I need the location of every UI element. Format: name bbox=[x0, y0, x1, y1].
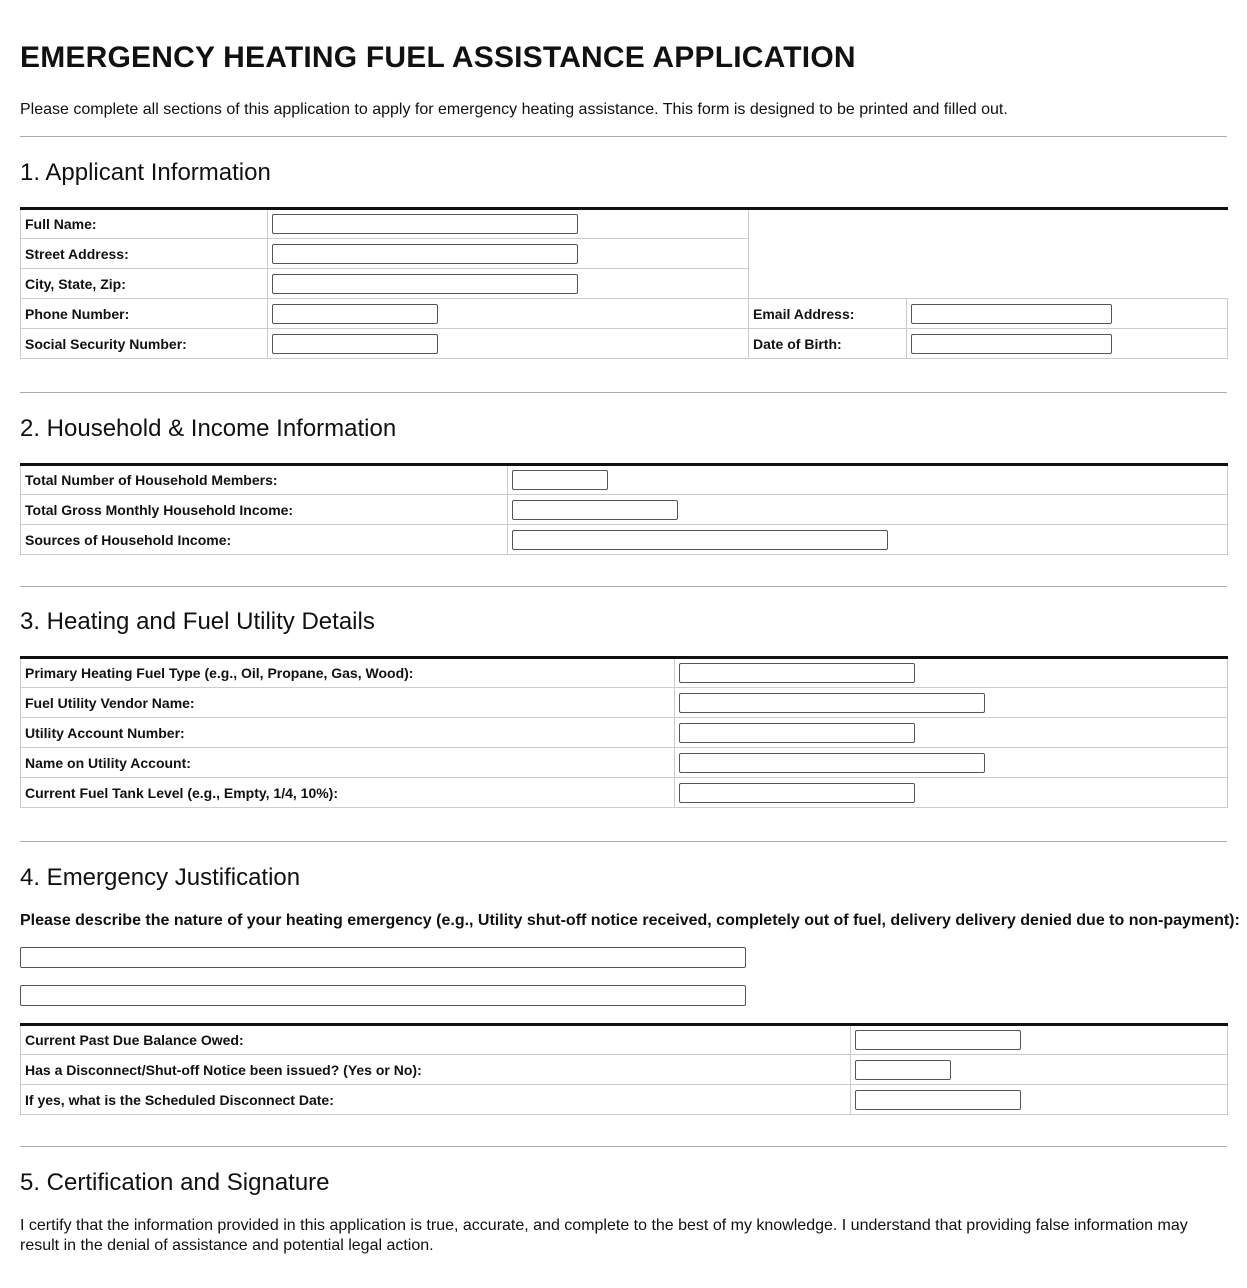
intro-text: Please complete all sections of this application to apply for emergency heating assistance. This form is designed to be printed and filled out. bbox=[20, 101, 1008, 118]
phone-number-label: Phone Number: bbox=[21, 299, 268, 329]
account-number-label: Utility Account Number: bbox=[21, 718, 675, 748]
income-sources-field[interactable] bbox=[512, 530, 888, 550]
past-due-balance-label: Current Past Due Balance Owed: bbox=[21, 1025, 851, 1055]
tank-level-label: Current Fuel Tank Level (e.g., Empty, 1/4, 10%): bbox=[21, 778, 675, 808]
tank-level-field[interactable] bbox=[679, 783, 915, 803]
phone-number-field[interactable] bbox=[272, 304, 438, 324]
vendor-name-field[interactable] bbox=[679, 693, 985, 713]
emergency-description-field-2[interactable] bbox=[20, 985, 746, 1006]
email-address-label: Email Address: bbox=[749, 299, 907, 329]
table-row bbox=[21, 1025, 1228, 1055]
table-row bbox=[21, 465, 1228, 495]
divider bbox=[20, 586, 1227, 587]
section-3-heading: 3. Heating and Fuel Utility Details bbox=[20, 608, 375, 635]
monthly-income-label: Total Gross Monthly Household Income: bbox=[21, 495, 508, 525]
dob-field[interactable] bbox=[911, 334, 1112, 354]
table-row bbox=[21, 1055, 1228, 1085]
divider bbox=[20, 1146, 1227, 1147]
vendor-name-label: Fuel Utility Vendor Name: bbox=[21, 688, 675, 718]
section-2-heading: 2. Household & Income Information bbox=[20, 415, 397, 442]
household-income-table bbox=[20, 463, 1228, 555]
applicant-info-table bbox=[20, 207, 1228, 359]
table-row bbox=[21, 209, 1228, 239]
fuel-type-label: Primary Heating Fuel Type (e.g., Oil, Propane, Gas, Wood): bbox=[21, 658, 675, 688]
table-row bbox=[21, 718, 1228, 748]
dob-label: Date of Birth: bbox=[749, 329, 907, 359]
email-address-field[interactable] bbox=[911, 304, 1112, 324]
table-row bbox=[21, 1085, 1228, 1115]
fuel-utility-table bbox=[20, 656, 1228, 808]
ssn-label: Social Security Number: bbox=[21, 329, 268, 359]
disconnect-notice-field[interactable] bbox=[855, 1060, 951, 1080]
certification-text: I certify that the information provided in this application is true, accurate, and complete to the best of my knowledge. I understand that providing false information may result in the denial of assistance and potential legal action. bbox=[20, 1217, 1188, 1254]
account-number-field[interactable] bbox=[679, 723, 915, 743]
city-state-zip-label: City, State, Zip: bbox=[21, 269, 268, 299]
table-row bbox=[21, 299, 1228, 329]
street-address-label: Street Address: bbox=[21, 239, 268, 269]
section-5-heading: 5. Certification and Signature bbox=[20, 1169, 330, 1196]
divider bbox=[20, 841, 1227, 842]
past-due-balance-field[interactable] bbox=[855, 1030, 1021, 1050]
disconnect-date-label: If yes, what is the Scheduled Disconnect Date: bbox=[21, 1085, 851, 1115]
emergency-details-table bbox=[20, 1023, 1228, 1115]
income-sources-label: Sources of Household Income: bbox=[21, 525, 508, 555]
household-members-label: Total Number of Household Members: bbox=[21, 465, 508, 495]
table-row bbox=[21, 525, 1228, 555]
table-row bbox=[21, 778, 1228, 808]
name-on-account-label: Name on Utility Account: bbox=[21, 748, 675, 778]
ssn-field[interactable] bbox=[272, 334, 438, 354]
emergency-question: Please describe the nature of your heating emergency (e.g., Utility shut-off notice received, completely out of fuel, delivery delivery denied due to non-payment): bbox=[20, 912, 1240, 929]
household-members-field[interactable] bbox=[512, 470, 608, 490]
table-row bbox=[21, 658, 1228, 688]
page-title: EMERGENCY HEATING FUEL ASSISTANCE APPLICATION bbox=[20, 41, 856, 74]
table-row bbox=[21, 688, 1228, 718]
full-name-label: Full Name: bbox=[21, 209, 268, 239]
monthly-income-field[interactable] bbox=[512, 500, 678, 520]
table-row bbox=[21, 269, 1228, 299]
table-row bbox=[21, 239, 1228, 269]
city-state-zip-field[interactable] bbox=[272, 274, 578, 294]
table-row bbox=[21, 748, 1228, 778]
section-1-heading: 1. Applicant Information bbox=[20, 159, 271, 186]
name-on-account-field[interactable] bbox=[679, 753, 985, 773]
section-4-heading: 4. Emergency Justification bbox=[20, 864, 301, 891]
table-row bbox=[21, 329, 1228, 359]
fuel-type-field[interactable] bbox=[679, 663, 915, 683]
divider bbox=[20, 136, 1227, 137]
street-address-field[interactable] bbox=[272, 244, 578, 264]
table-row bbox=[21, 495, 1228, 525]
disconnect-notice-label: Has a Disconnect/Shut-off Notice been issued? (Yes or No): bbox=[21, 1055, 851, 1085]
full-name-field[interactable] bbox=[272, 214, 578, 234]
emergency-description-field-1[interactable] bbox=[20, 947, 746, 968]
disconnect-date-field[interactable] bbox=[855, 1090, 1021, 1110]
divider bbox=[20, 392, 1227, 393]
